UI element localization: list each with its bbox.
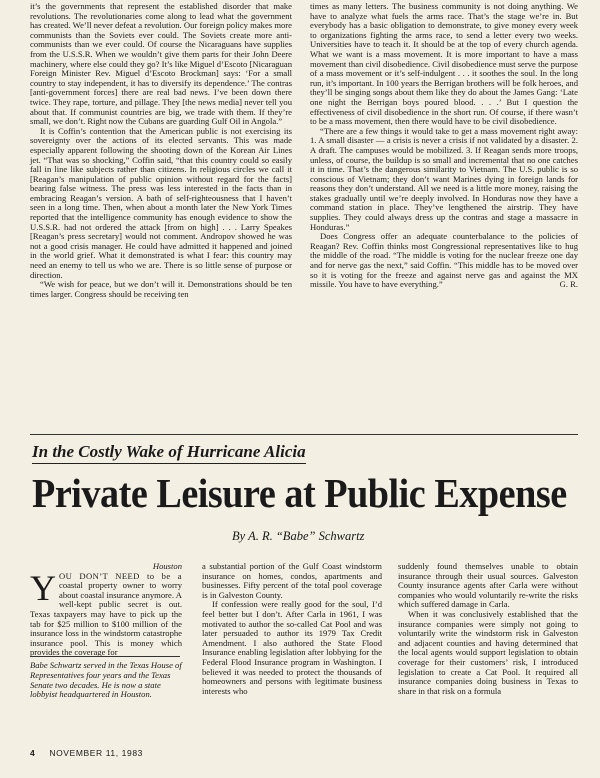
page-footer <box>30 748 143 758</box>
paragraph <box>310 232 578 290</box>
paragraph-text: Does Congress offer an adequate counterbalance to the policies of Reagan? Rev. Coffin thinks most Congressional representatives like to hug the middle of the road. “The middle is voting for the nuclear freeze one day and for nerve gas the next,” said Coffin. “This middle has to be moved over so it is voting for the freeze and against nerve gas and against the MX missile. You have to have everything.” <box>310 231 578 290</box>
article-column-1 <box>30 562 182 658</box>
kicker: In the Costly Wake of Hurricane Alicia <box>32 442 306 464</box>
paragraph: a substantial portion of the Gulf Coast windstorm insurance on homes, condos, apartments and businesses. Fifty percent of the total pool coverage is in Galveston County. <box>202 561 382 600</box>
bio-divider <box>30 656 180 657</box>
paragraph: suddenly found themselves unable to obtain insurance through their usual sources. Galveston County insurance agents after Carla were without companies who would voluntarily re-write the risks which suffered damage in Carla. <box>398 561 578 610</box>
lead-caps: OU DON’T NEED to be a <box>59 570 182 581</box>
lead-paragraph <box>30 567 182 658</box>
paragraph: “There are a few things it would take to get a mass movement right away: 1. A small disaster — a crisis is never a crisis if not validated by a disaster. 2. A draft. The campuses would be mobilized. 3. If Reagan sends more troops, unless, of course, the buildup is so small and incremental that no one catches it in time. That’s the dangerous similarity to Vietnam. The U.S. public is so conscious of Vietnam; they don’t want Marines dying in foreign lands for reasons they don’t understand. All we need is a little more money, raising the stakes gradually until we’re deeply involved. In Honduras now they have a command station in place. They’ve lengthened the airstrip. They have supplies. They could always dress up the contras and stage a massacre in Honduras.” <box>310 125 578 232</box>
issue-date: NOVEMBER 11, 1983 <box>49 748 143 758</box>
lead-text: coastal property owner to worry about coastal insurance anymore. A well-kept public secret is out. Texas taxpayers may have to pick up the tab for $25 million to $100 million of the insurance loss in the windstorm catastrophe insurance pool. This is money which provides the coverage for <box>30 580 182 658</box>
dateline: Houston <box>152 561 182 571</box>
paragraph: When it was conclusively established that the insurance companies were simply not going to voluntarily write the windstorm risk in Galveston and adjacent counties and having determined that the local agents would support legislation to obtain coverage for their customers’ risk, I introduced legislation to create a Cat Pool. It required all insurance companies doing business in Texas to share in that risk on a formula <box>398 608 578 696</box>
paragraph: it’s the governments that represent the established disorder that make revolutions. The revolutionaries come along to lead what the government has created. We’ll never defeat a revolution. Our foreign policy makes more communists than the Soviets ever could. The Soviets create more anti-communists than we ever could. Of course the Nicaraguans have supplies from the U.S.S.R. When we wouldn’t give them parts for their John Deere machinery, where else could they go? It’s like Miguel d’Escoto [Nicaraguan Foreign Minister Rev. Miguel d’Escoto Brockman] says: ‘For a small country to stay independent, it has to diversify its dependence.’ The contras [anti-government forces] there are real bad news. I’ve been down there twice. They rape, torture, and pillage. They [the news media] never tell you about that. If communist countries are big, we trade with them. If they’re small, we don’t. Right now the Cubans are guarding Gulf Oil in Angola.” <box>30 1 292 127</box>
article-column-3 <box>398 562 578 696</box>
author-bio: Babe Schwartz served in the Texas House of Representatives four years and the Texas Senate two decades. He is now a state lobbyist headquartered in Houston. <box>30 660 182 700</box>
section-divider <box>30 434 578 435</box>
top-article-left-column <box>30 2 292 299</box>
paragraph: If confession were really good for the soul, I’d feel better but I don’t. After Carla in 1961, I was motivated to author the so-called Cat Pool and was later persuaded to author its 1979 Tax Credit Amendment. I also authored the State Flood Insurance enabling legislation after lobbying for the Federal Flood Insurance program in Washington. I believed it was needed to protect the thousands of homeowners and persons with legitimate business interests who <box>202 599 382 696</box>
page-number: 4 <box>30 748 36 758</box>
headline: Private Leisure at Public Expense <box>32 470 567 516</box>
top-article-right-column <box>310 2 578 290</box>
paragraph: It is Coffin’s contention that the American public is not exercising its sovereignty over the actions of its elected servants. This was made especially apparent following the shooting down of the Korean Air Lines jet. “That was so shocking,” Coffin said, “that this country could so easily fall in line like subjects rather than citizens. In religious circles we call it [Reagan’s manipulation of public opinion without regard for the facts] bearing false witness. The press was less interested in the facts than in embracing Reagan’s version. A bath of self-righteousness that I haven’t seen in a long time. Then, when about a month later the New York Times reported that the intelligence community has enough evidence to show the U.S.S.R. had not ordered the attack [from on high] . . . Larry Speakes [Reagan’s press secretary] would not comment. Andropov showed he was not a good crisis manager. He could have admitted it happened and joined in the world grief. What it demonstrated is what I fear: this country may need an enemy to tell us who we are. There is so little sense of purpose or direction. <box>30 125 292 280</box>
byline: By A. R. “Babe” Schwartz <box>232 529 365 543</box>
paragraph: times as many letters. The business community is not doing anything. We have to analyze what fuels the arms race. That’s the stage we’re in. But everybody has a basic obligation to demonstrate, to give money every week to organizations fighting the arms race, to send a letter every two weeks. Universities have to teach it. It should be at the top of every church agenda. What we want is a mass movement. It is more important to have a mass movement than civil disobedience. Civil disobedience must serve the purpose of a mass movement or it’s self-indulgent . . . it soothes the soul. In the long run, it’s important. In 100 years the Berrigan brothers will be folk heroes, and they’ll be singing songs about them like they do about the James Gang: ‘Late one night the Berrigan boys poured blood. . . .’ But I question the effectiveness of civil disobedience in the short run. Of course, if there wasn’t to be a mass movement, then there would have to be civil disobedience. <box>310 1 578 127</box>
paragraph: “We wish for peace, but we don’t will it. Demonstrations should be ten times larger. Congress should be receiving ten <box>30 279 292 299</box>
drop-cap: Y <box>30 567 56 608</box>
author-initials: G. R. <box>559 279 578 290</box>
article-column-2 <box>202 562 382 696</box>
